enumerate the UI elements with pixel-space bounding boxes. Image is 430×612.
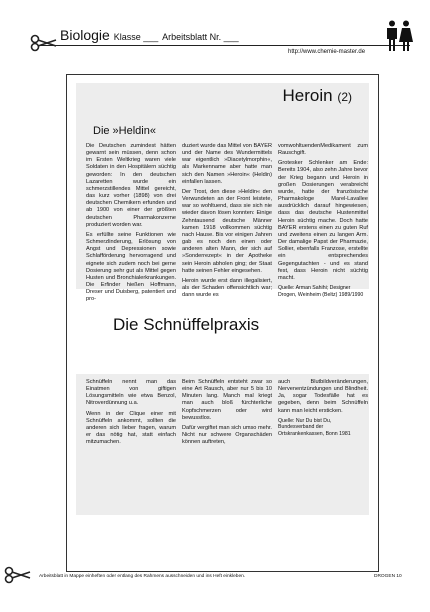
website-url: http://www.chemie-master.de	[288, 49, 366, 55]
paragraph: Schnüffeln nennt man das Einatmen von giftigen Lösungsmitteln wie etwa Benzol, Nitroverdünnung u.a.	[86, 379, 176, 407]
source-citation: Quelle: Nur Du bist Du, Bundesverband der Ortskrankenkassen, Bonn 1981	[278, 417, 351, 437]
heroin-section	[76, 83, 369, 303]
paragraph: Heroin wurde erst dann illegalisiert, als der Schaden offensichtlich war; dann wurde es	[182, 277, 272, 299]
schnueffel-section	[76, 374, 369, 515]
heroin-column-2	[182, 143, 272, 302]
heroin-part-number: (2)	[337, 90, 352, 104]
heroin-column-1	[86, 143, 176, 306]
paragraph: Es erfüllte seine Funktionen wie Schmerzlinderung, Erlösung von Angst und Depressionen sowie Schlafförderung hervorragend und eignete sich zudem noch bei gerne Dosierung sehr gut als Mittel gegen Husten und Bronchialerkrankungen. Die Erfinder hießen Hoffmann, Dreser und Duisberg, patentiert und pro-	[86, 231, 176, 303]
schnueffel-column-3	[278, 379, 368, 441]
man-woman-icon	[384, 20, 414, 52]
sheet-number-label: Arbeitsblatt Nr. ___	[162, 32, 239, 42]
footer-instruction: Arbeitsblatt in Mappe einheften oder entlang des Rahmens ausschneiden und ins Heft einkleben.	[39, 574, 246, 579]
heroin-subtitle: Die »Heldin«	[93, 125, 156, 137]
schnueffel-column-2	[182, 379, 272, 449]
worksheet-header	[0, 0, 430, 70]
source-citation: Quelle: Arman Sahihi; Designer Drogen, Weinheim (Beltz) 1989/1990	[278, 284, 364, 298]
paragraph: auch Blutbildveränderungen, Nervenentzündungen und Blindheit. Ja, sogar Todesfälle hat es gegeben, denn beim Schnüffeln kann man leicht ersticken.	[278, 379, 368, 414]
scissors-icon	[30, 34, 58, 52]
content-frame	[66, 74, 379, 572]
schnueffel-column-1	[86, 379, 176, 449]
heroin-title-text: Heroin	[282, 86, 333, 105]
class-label: Klasse ___	[113, 32, 159, 42]
paragraph: Grotesker Schlenker am Ende: Bereits 1904, also zehn Jahre bevor der Krieg begann und Heroin in großen Dosierungen verabreicht wurde, hatte der französische Pharmakologe Marel-Lavallee ausdrücklich darauf hingewiesen, dass das deutsche Hustenmittel Heroin süchtig mache. Doch hatte BAYER erstens einen zu guten Ruf und zweitens einen zu langen Arm. Der damalige Papst der Pharmazie, Sollier, ebenfalls Franzose, erstellte ein entsprechendes Gegengutachten - und es stand fest, dass Heroin nicht süchtig macht.	[278, 160, 368, 281]
paragraph: duziert wurde das Mittel von BAYER und der Name des Wundermittels war eigentlich »Diacetylmorphin«, als Markenname aber hatte man sich den Namen »Heroin« (Heldin) einfallen lassen.	[182, 143, 272, 185]
header-rule	[38, 45, 410, 46]
schnueffel-title: Die Schnüffelpraxis	[113, 315, 260, 334]
paragraph: Die Deutschen zumindest hätten gewarnt sein müssen, denn schon im Ersten Weltkrieg waren viele Soldaten in den Hospitälern süchtig geworden: In den deutschen Lazaretten wurde ein schmerzstillendes Mittel gereicht, das kurz vorher (1898) von drei deutschen Chemikern erfunden und ab 1900 von einer der größten deutschen Pharmakonzerne produziert worden war.	[86, 143, 176, 228]
subject-label: Biologie	[60, 27, 110, 43]
page-number: DROGEN 10	[374, 574, 402, 579]
paragraph: Beim Schnüffeln entsteht zwar so eine Art Rausch, aber nur 5 bis 10 Minuten lang. Manch mal kriegt man auch bloß fürchterliche Kopfschmerzen oder wird bewusstlos.	[182, 379, 272, 421]
heroin-column-3	[278, 143, 368, 301]
paragraph: Der Trost, den diese »Heldin« den Verwundeten an der Front leistete, war so wohltuend, dass sie sich nie wieder davon lösen konnten: Einige Zehntausend deutsche Männer kamen 1918 vollkommen süchtig nach Hause. Bis vor einigen Jahren gab es noch den einen oder anderen alten Mann, der sich auf »Sonderrezept« in der Apotheke sein Heroin abholen ging; der Staat hatte seinen Fehler eingesehen.	[182, 188, 272, 274]
header-title	[60, 27, 239, 43]
paragraph: vomwohltuendenMedikament zum Rauschgift.	[278, 143, 368, 157]
paragraph: Wenn in der Clique einer mit Schnüffeln ankommt, sollten die anderen sich lieber fragen, warum er das nötig hat, statt einfach mitzumachen.	[86, 410, 176, 446]
scissors-icon	[4, 566, 32, 584]
paragraph: Dafür vergiftet man sich umso mehr. Nicht nur schwere Organschäden können auftreten,	[182, 424, 272, 446]
heroin-title	[283, 86, 353, 106]
